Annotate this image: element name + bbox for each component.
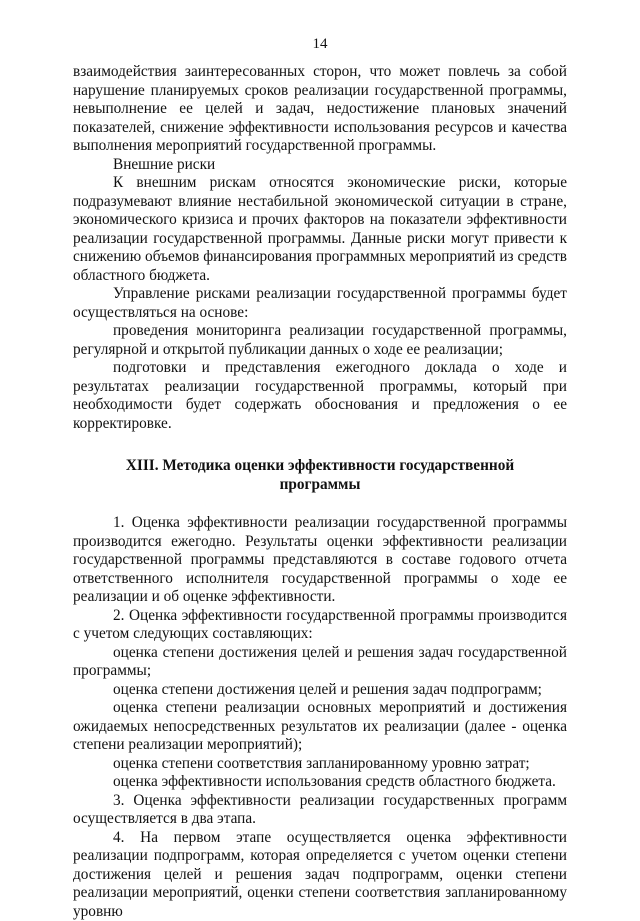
paragraph-item-3: 3. Оценка эффективности реализации государственных программ осуществляется в два этапа. xyxy=(73,792,567,829)
paragraph-annual-report: подготовки и представления ежегодного доклада о ходе и результатах реализации государственной программы, который при необходимости будет содержать обоснования и предложения о ее корректировке. xyxy=(73,359,567,433)
list-item-goals-program: оценка степени достижения целей и решения задач государственной программы; xyxy=(73,644,567,681)
document-body xyxy=(73,63,567,921)
list-item-budget: оценка эффективности использования средств областного бюджета. xyxy=(73,773,567,792)
section-heading: XIII. Методика оценки эффективности государственной программы xyxy=(73,457,567,494)
list-item-activities: оценка степени реализации основных мероприятий и достижения ожидаемых непосредственных результатов их реализации (далее - оценка степени реализации мероприятий); xyxy=(73,699,567,755)
paragraph-continuation: взаимодействия заинтересованных сторон, что может повлечь за собой нарушение планируемых сроков реализации государственной программы, невыполнение ее целей и задач, недостижение плановых значений показателей, снижение эффективности использования ресурсов и качества выполнения мероприятий государственной программы. xyxy=(73,63,567,156)
list-item-costs: оценка степени соответствия запланированному уровню затрат; xyxy=(73,755,567,774)
paragraph-item-2: 2. Оценка эффективности государственной программы производится с учетом следующих составляющих: xyxy=(73,607,567,644)
page-number: 14 xyxy=(0,36,640,53)
paragraph-risk-management: Управление рисками реализации государственной программы будет осуществляться на основе: xyxy=(73,285,567,322)
paragraph-external-risks: К внешним рискам относятся экономические риски, которые подразумевают влияние нестабильной экономической ситуации в стране, экономического кризиса и прочих факторов на показатели эффективности реализации государственной программы. Данные риски могут привести к снижению объемов финансирования программных мероприятий из средств областного бюджета. xyxy=(73,174,567,285)
paragraph-monitoring: проведения мониторинга реализации государственной программы, регулярной и открытой публикации данных о ходе ее реализации; xyxy=(73,322,567,359)
paragraph-item-4: 4. На первом этапе осуществляется оценка эффективности реализации подпрограмм, которая определяется с учетом оценки степени достижения целей и решения задач подпрограмм, оценки степени реализации мероприятий, оценки степени соответствия запланированному уровню xyxy=(73,829,567,921)
list-item-goals-subprograms: оценка степени достижения целей и решения задач подпрограмм; xyxy=(73,681,567,700)
paragraph-item-1: 1. Оценка эффективности реализации государственной программы производится ежегодно. Результаты оценки эффективности реализации государственной программы представляются в составе годового отчета ответственного исполнителя государственной программы о ходе ее реализации и об оценке эффективности. xyxy=(73,514,567,607)
subheading-external-risks: Внешние риски xyxy=(73,156,567,175)
